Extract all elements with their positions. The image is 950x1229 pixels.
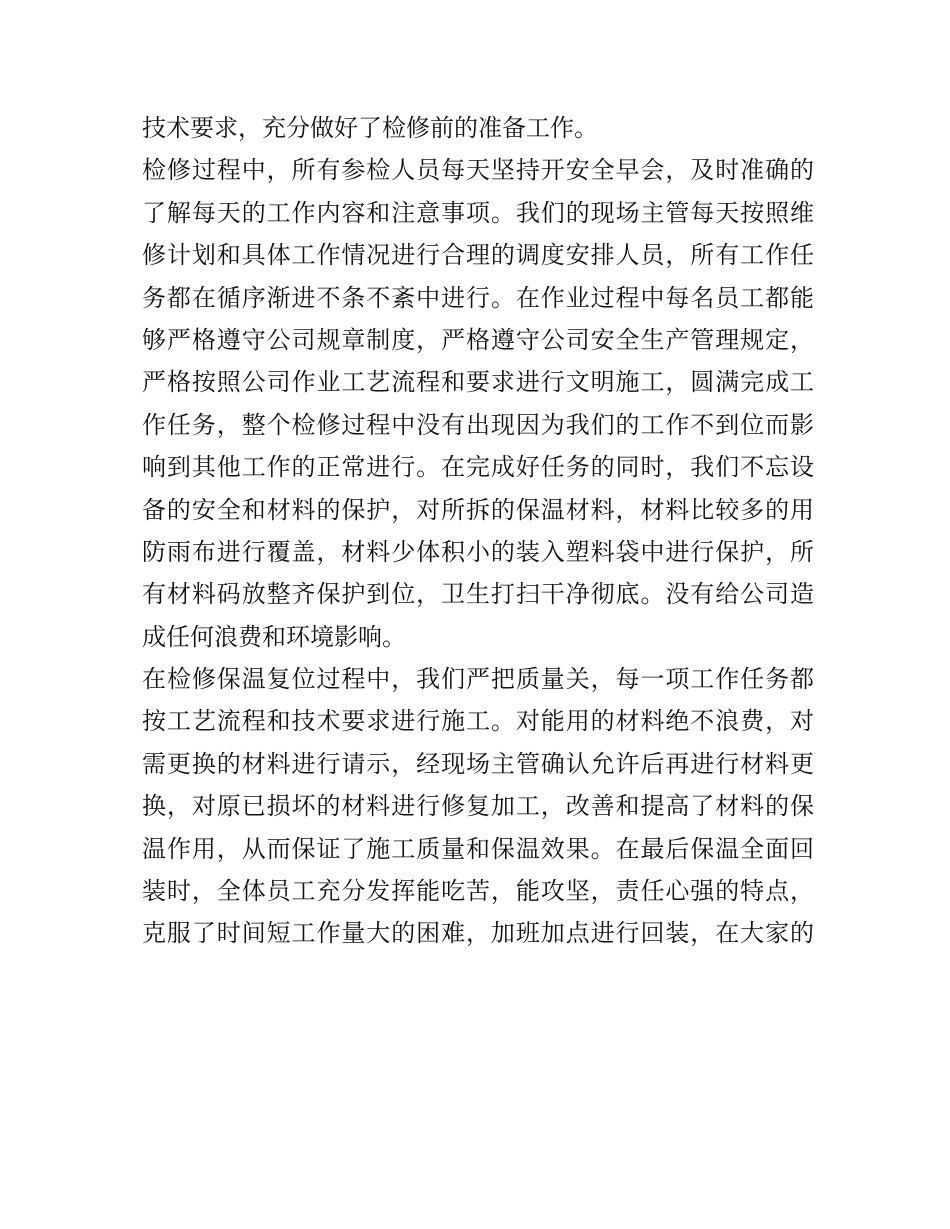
text-line: 作任务，整个检修过程中没有出现因为我们的工作不到位而影 <box>142 410 814 439</box>
text-line: 了解每天的工作内容和注意事项。我们的现场主管每天按照维 <box>142 198 814 227</box>
text-line: 换，对原已损坏的材料进行修复加工，改善和提高了材料的保 <box>142 792 814 821</box>
text-line: 够严格遵守公司规章制度，严格遵守公司安全生产管理规定， <box>142 325 814 354</box>
text-line: 按工艺流程和技术要求进行施工。对能用的材料绝不浪费，对 <box>142 707 814 736</box>
text-line: 技术要求，充分做好了检修前的准备工作。 <box>142 114 598 142</box>
text-line: 防雨布进行覆盖，材料少体积小的装入塑料袋中进行保护，所 <box>142 537 814 566</box>
text-line: 备的安全和材料的保护，对所拆的保温材料，材料比较多的用 <box>142 495 814 524</box>
text-line: 需更换的材料进行请示，经现场主管确认允许后再进行材料更 <box>142 749 814 778</box>
text-line: 务都在循序渐进不条不紊中进行。在作业过程中每名员工都能 <box>142 283 814 312</box>
document-body-text <box>142 107 814 955</box>
text-line: 有材料码放整齐保护到位，卫生打扫干净彻底。没有给公司造 <box>142 580 814 609</box>
text-line: 响到其他工作的正常进行。在完成好任务的同时，我们不忘设 <box>142 453 814 482</box>
text-line: 温作用，从而保证了施工质量和保温效果。在最后保温全面回 <box>142 834 814 863</box>
text-line: 克服了时间短工作量大的困难，加班加点进行回装，在大家的 <box>142 919 814 948</box>
text-line: 装时，全体员工充分发挥能吃苦，能攻坚，责任心强的特点， <box>142 877 814 906</box>
text-line: 成任何浪费和环境影响。 <box>142 622 406 651</box>
text-line: 检修过程中，所有参检人员每天坚持开安全早会，及时准确的 <box>142 156 814 185</box>
text-line: 修计划和具体工作情况进行合理的调度安排人员，所有工作任 <box>142 241 814 270</box>
text-line: 严格按照公司作业工艺流程和要求进行文明施工，圆满完成工 <box>142 368 814 397</box>
text-line: 在检修保温复位过程中，我们严把质量关，每一项工作任务都 <box>142 665 814 694</box>
